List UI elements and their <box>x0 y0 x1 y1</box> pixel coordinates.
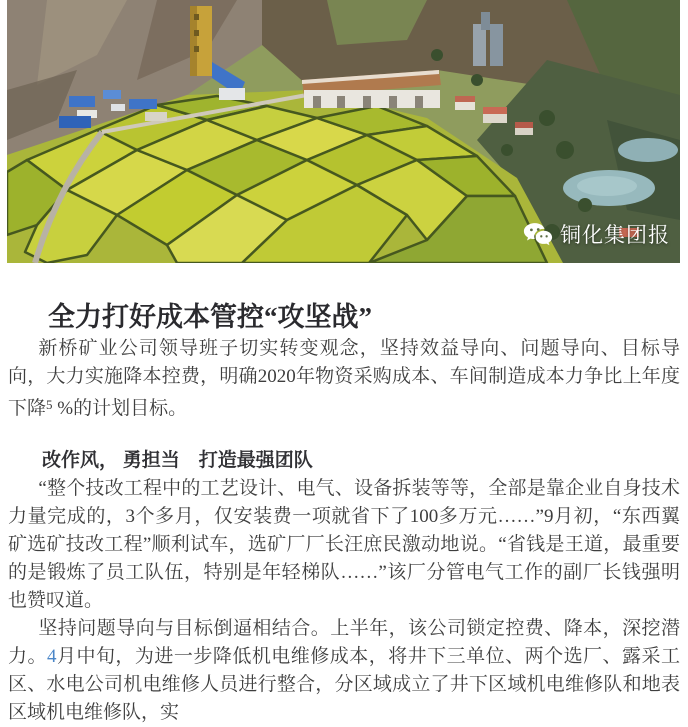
article-title: 全力打好成本管控“攻坚战” <box>48 302 372 332</box>
paragraph-intro <box>8 335 680 423</box>
paragraph-quote: “整个技改工程中的工艺设计、电气、设备拆装等等，全部是靠企业自身技术力量完成的，3个多月，仅安装费一项就省下了100多万元……”9月初，“东西翼矿选矿技改工程”顺利试车，选矿厂厂长汪庶民激动地说。“省钱是王道，最重要的是锻炼了员工队伍，特别是年轻梯队……”该厂分管电气工作的副厂长钱强明也赞叹道。 <box>8 478 680 611</box>
intro-text-b: %的计划目标。 <box>52 398 188 419</box>
paragraph-measures <box>8 615 680 727</box>
intro-text-a: 新桥矿业公司领导班子切实转变观念，坚持效益导向、问题导向、目标导向，大力实施降本控费，明确2020年物资采购成本、车间制造成本力争比上年度下降 <box>8 338 680 419</box>
wechat-icon <box>523 222 553 247</box>
percent-figure: 5 <box>46 397 53 412</box>
section-subheading: 改作风， 勇担当 打造最强团队 <box>42 450 313 471</box>
hero-photo[interactable] <box>7 0 680 263</box>
photo-watermark <box>523 219 670 249</box>
measures-text-a: 坚持问题导向与目标倒逼相结合。上半年，该公司锁定控费、降本，深挖潜力。 <box>8 618 680 667</box>
watermark-text: 铜化集团报 <box>560 224 670 247</box>
article-body <box>0 299 688 727</box>
measures-text-b: 月中旬，为进一步降低机电维修成本，将井下三单位、两个选厂、露采工区、水电公司机电维修人员进行整合，分区域成立了井下区域机电维修队和地表区域机电维修队，实 <box>8 646 680 723</box>
month-number: 4 <box>46 646 57 667</box>
